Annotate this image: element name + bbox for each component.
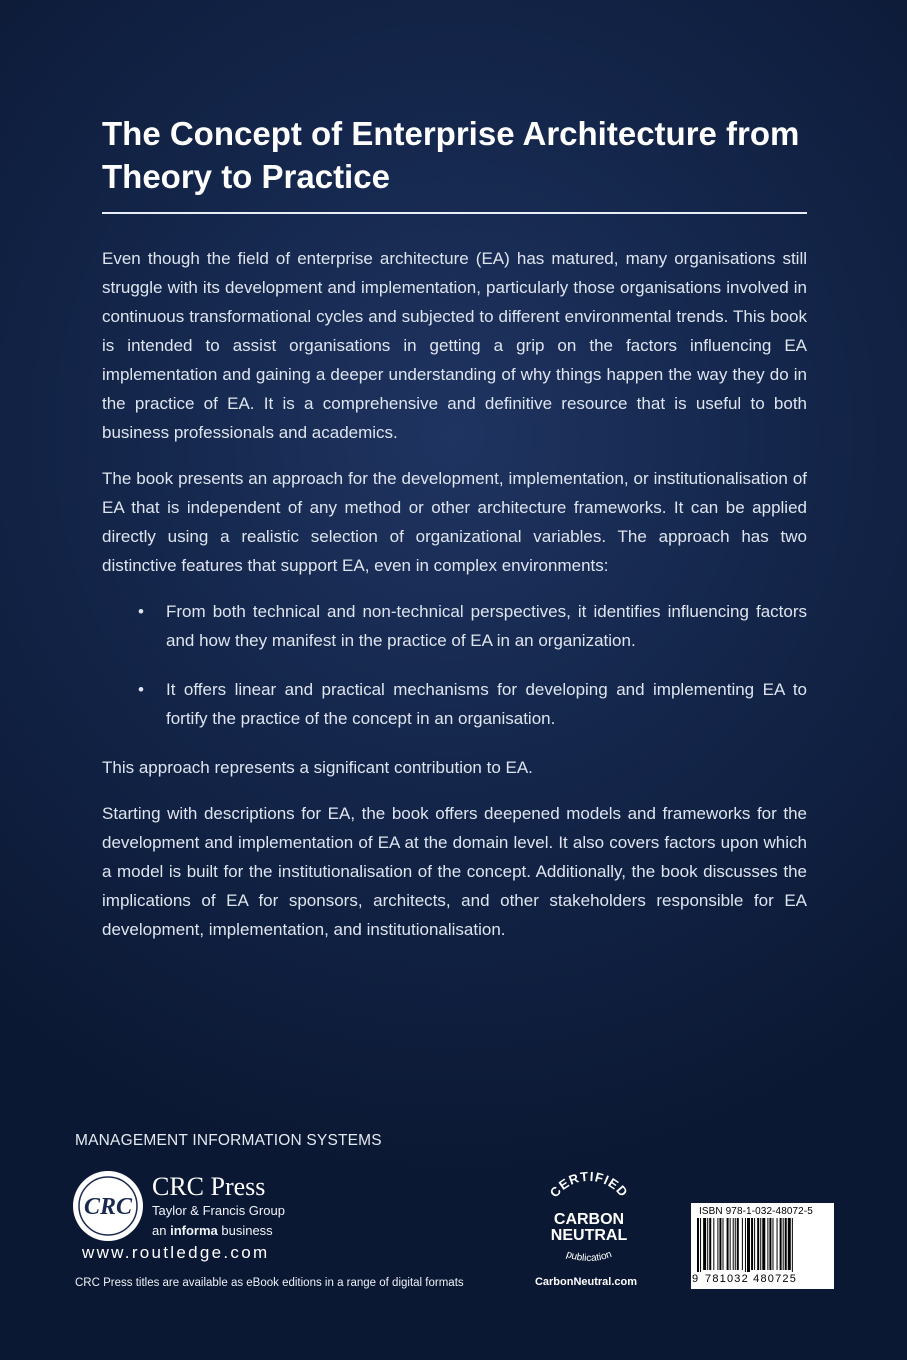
barcode-first-digit: 9 <box>692 1273 699 1285</box>
book-title: The Concept of Enterprise Architecture from Theory to Practice <box>102 115 800 195</box>
blurb-paragraph-4: Starting with descriptions for EA, the book offers deepened models and frameworks for the development and implementation of EA at the domain level. It also covers factors upon which a model is built for the institutionalisation of the concept. Additionally, the book discusses the implications of EA for sponsors, architects, and other stakeholders responsible for EA development, implementation, and institutionalisation. <box>102 804 807 939</box>
barcode-bar <box>723 1218 724 1270</box>
publisher-name: CRC Press <box>152 1172 266 1201</box>
barcode-bar <box>747 1218 750 1272</box>
feature-text: From both technical and non-technical perspectives, it identifies influencing factors and how they manifest in the practice of EA in an organization. <box>166 602 807 650</box>
publisher-website[interactable]: www.routledge.com <box>82 1243 270 1262</box>
barcode-bar <box>703 1218 706 1270</box>
feature-list-item <box>102 597 807 655</box>
barcode-bar <box>772 1218 773 1270</box>
barcode-bar <box>777 1218 778 1270</box>
certified-text: CERTIFIED <box>546 1168 632 1201</box>
publication-text: publication <box>564 1248 614 1265</box>
barcode-bar <box>733 1218 734 1270</box>
barcode-bar <box>769 1218 771 1270</box>
crc-logo-text: CRC <box>83 1194 133 1220</box>
blurb-paragraph-1: Even though the field of enterprise architecture (EA) has matured, many organisations still struggle with its development and implementation, particularly those organisations involved in continuous transformational cycles and subjected to different environmental trends. This book is intended to assist organisations in getting a grip on the factors influencing EA implementation and gaining a deeper understanding of why things happen the way they do in the practice of EA. It is a comprehensive and definitive resource that is useful to both business professionals and academics. <box>102 249 807 442</box>
barcode-bar <box>785 1218 787 1270</box>
blurb-paragraph-2: The book presents an approach for the development, implementation, or institutionalisation of EA that is independent of any method or other architecture frameworks. It can be applied directly using a realistic selection of organizational variables. The approach has two distinctive features that support EA, even in complex environments: <box>102 469 807 575</box>
publisher-group: Taylor & Francis Group <box>152 1203 285 1218</box>
barcode-bar <box>719 1218 721 1270</box>
carbon-neutral-website: CarbonNeutral.com <box>534 1276 638 1288</box>
barcode-bar <box>707 1218 708 1270</box>
subject-category: MANAGEMENT INFORMATION SYSTEMS <box>75 1132 382 1149</box>
barcode-bar <box>727 1218 729 1270</box>
barcode-bar <box>780 1218 782 1270</box>
barcode-bar <box>713 1218 714 1270</box>
barcode-bar <box>754 1218 755 1270</box>
informa-tagline: an informa business <box>152 1223 273 1238</box>
barcode-bar <box>737 1218 739 1270</box>
feature-list-item <box>102 675 807 733</box>
feature-list <box>102 597 807 733</box>
crc-logo-icon <box>72 1170 144 1242</box>
ebook-note: CRC Press titles are available as eBook editions in a range of digital formats <box>75 1277 464 1289</box>
barcode-bar <box>783 1218 784 1270</box>
barcode-bar <box>745 1218 746 1272</box>
barcode-bar <box>757 1218 759 1270</box>
barcode-bar <box>730 1218 731 1270</box>
barcode-bar <box>742 1218 743 1270</box>
barcode-bar <box>697 1218 699 1272</box>
title-divider <box>102 212 807 214</box>
isbn-label: ISBN 978-1-032-48072-5 <box>699 1206 813 1217</box>
barcode-digits: 781032 480725 <box>705 1273 798 1285</box>
barcode-bar <box>735 1218 736 1270</box>
barcode-bar <box>751 1218 753 1270</box>
isbn-barcode <box>691 1203 834 1289</box>
barcode-bar <box>709 1218 711 1270</box>
barcode-bar <box>760 1218 761 1270</box>
carbon-neutral-badge-icon <box>530 1168 648 1293</box>
barcode-bar <box>700 1218 701 1272</box>
bullet-icon: • <box>138 602 144 621</box>
barcode-bar <box>717 1218 718 1270</box>
barcode-bar <box>788 1218 791 1270</box>
barcode-bars <box>697 1218 828 1272</box>
barcode-bar <box>792 1218 793 1272</box>
blurb-paragraph-3: This approach represents a significant contribution to EA. <box>102 758 533 777</box>
neutral-text: NEUTRAL <box>550 1227 628 1244</box>
blurb <box>102 244 807 961</box>
bullet-icon: • <box>138 680 144 699</box>
barcode-bar <box>762 1218 765 1270</box>
barcode-bar <box>767 1218 768 1270</box>
carbon-text: CARBON <box>553 1211 625 1228</box>
feature-text: It offers linear and practical mechanisms for developing and implementing EA to fortify the practice of the concept in an organisation. <box>166 680 807 728</box>
